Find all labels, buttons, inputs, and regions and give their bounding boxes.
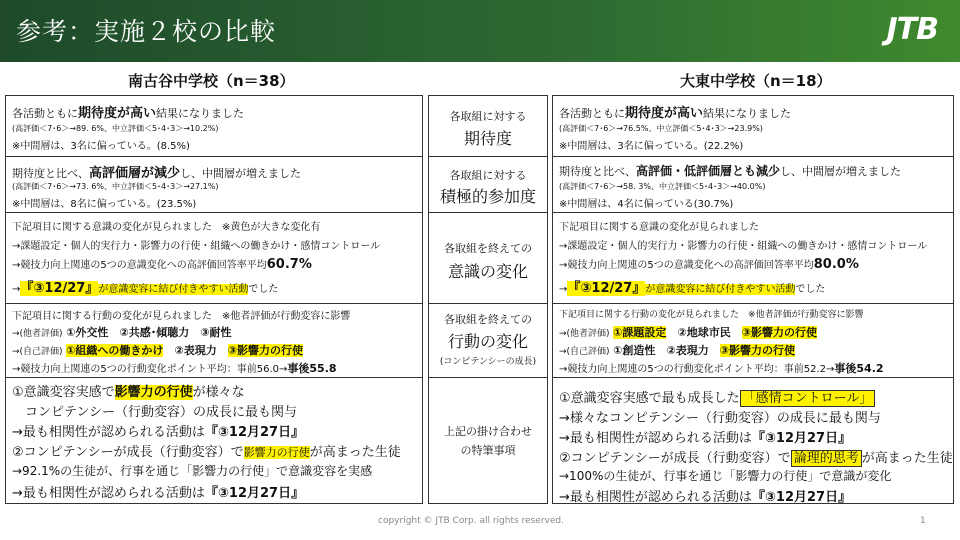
text-line: (高評価＜7･6＞→58. 3%、中立評価＜5･4･3＞→40.0%): [559, 182, 766, 191]
text-line: コンピテンシー（行動変容）の成長に最も関与: [12, 405, 298, 420]
text-line: →様々なコンピテンシー（行動変容）の成長に最も関与: [559, 411, 881, 426]
text-line: →最も相関性が認められる活動は『③12月27日』: [12, 486, 305, 501]
category-note: (コンピテンシーの成長): [439, 357, 537, 367]
category-behavior: [429, 304, 547, 378]
left-expectation-cell: [6, 96, 422, 157]
text-line: →課題設定・個人的実行力・影響力の行使・組織への働きかけ・感情コントロール: [12, 241, 381, 252]
text-line: →『③12/27』が意識変容に結び付きやすい活動でした: [12, 281, 279, 296]
copyright: copyright © JTB Corp. all rights reserved.: [378, 516, 564, 526]
text-line: ※中間層は、3名に偏っている。(8.5%): [12, 141, 190, 152]
category-label: 期待度: [463, 129, 512, 148]
category-label: 意識の変化: [447, 262, 528, 281]
text-line: ①意識変容実感で影響力の行使が様々な: [12, 385, 245, 400]
right-awareness-cell: [553, 213, 953, 304]
text-line: →最も相関性が認められる活動は『③12月27日』: [12, 425, 305, 440]
left-school-title: 南古谷中学校（n＝38）: [128, 72, 295, 90]
text-line: →競技力向上関連の5つの行動変化ポイント平均：事前52.2→事後54.2: [559, 362, 884, 375]
jtb-logo: JTB: [886, 12, 938, 47]
text-line: ②コンピテンシーが成長（行動変容）で 論理的思考 が高まった生徒: [559, 451, 953, 466]
text-line: →(他者評価) ①課題設定 ②地球市民 ③影響力の行使: [559, 326, 818, 339]
text-line: →『③12/27』が意識変容に結び付きやすい活動でした: [559, 281, 826, 296]
category-sub: 各取組を終えての: [444, 313, 532, 326]
text-line: →最も相関性が認められる活動は『③12月27日』: [559, 490, 852, 505]
text-line: 下記項目に関する行動の変化が見られました ※他者評価が行動変容に影響: [12, 311, 351, 322]
text-line: →課題設定・個人的実行力・影響力の行使・組織への働きかけ・感情コントロール: [559, 241, 928, 252]
right-behavior-cell: [553, 304, 953, 378]
text-line: 下記項目に関する行動の変化が見られました ※他者評価が行動変容に影響: [559, 310, 864, 320]
category-panel: [428, 95, 548, 504]
text-line: →最も相関性が認められる活動は『③12月27日』: [559, 431, 852, 446]
category-expectation: [429, 96, 547, 157]
category-label: 行動の変化: [447, 332, 528, 351]
text-line: →(自己評価) ①組織への働きかけ ②表現力 ③影響力の行使: [12, 344, 304, 357]
right-highlight-cell: [553, 378, 953, 505]
left-school-panel: [5, 95, 423, 504]
category-label: 積極的参加度: [439, 187, 536, 206]
text-line: 各活動ともに期待度が高い結果になりました: [559, 106, 792, 121]
category-participation: [429, 157, 547, 213]
text-line: 下記項目に関する意識の変化が見られました ※黄色が大きな変化有: [12, 222, 321, 233]
right-participation-cell: [553, 157, 953, 213]
text-line: →競技力向上関連の5つの行動変化ポイント平均：事前56.0→事後55.8: [12, 362, 337, 375]
text-line: →100%の生徒が、行事を通じ「影響力の行使」で意識が変化: [559, 469, 892, 483]
left-awareness-cell: [6, 213, 422, 304]
text-line: ※中間層は、3名に偏っている。(22.2%): [559, 141, 744, 152]
page-number: 1: [920, 516, 926, 526]
text-line: ②コンピテンシーが成長（行動変容）で影響力の行使が高まった生徒: [12, 445, 401, 460]
category-sub: 各取組に対する: [449, 169, 527, 182]
text-line: 期待度と比べ、高評価・低評価層とも減少し、中間層が増えました: [559, 164, 902, 178]
text-line: 期待度と比べ、高評価層が減少し、中間層が増えました: [12, 166, 302, 181]
text-line: →(自己評価) ①創造性 ②表現力 ③影響力の行使: [559, 344, 796, 357]
header-bar: [0, 0, 960, 62]
left-highlight-cell: [6, 378, 422, 505]
text-line: (高評価＜7･6＞→89. 6%、中立評価＜5･4･3＞→10.2%): [12, 124, 219, 133]
right-expectation-cell: [553, 96, 953, 157]
category-sub: 上記の掛け合わせ: [444, 425, 532, 438]
text-line: (高評価＜7･6＞→73. 6%、中立評価＜5･4･3＞→27.1%): [12, 182, 219, 191]
page-title: 参考：実施２校の比較: [16, 17, 277, 46]
text-line: →92.1%の生徒が、行事を通じ「影響力の行使」で意識変容を実感: [12, 464, 373, 478]
text-line: 下記項目に関する意識の変化が見られました: [559, 222, 759, 233]
text-line: →競技力向上関連の5つの意識変化への高評価回答率平均80.0%: [559, 257, 859, 272]
text-line: ①意識変容実感で最も成長した 「感情コントロール」: [559, 387, 950, 406]
right-school-title: 大東中学校（n＝18）: [680, 72, 832, 90]
category-awareness: [429, 213, 547, 304]
right-school-panel: [552, 95, 954, 504]
category-sub: の特筆事項: [460, 444, 516, 457]
text-line: →(他者評価) ①外交性 ②共感･傾聴力 ③耐性: [12, 326, 232, 339]
category-combined: [429, 378, 547, 505]
category-sub: 各取組を終えての: [444, 242, 532, 255]
category-sub: 各取組に対する: [449, 110, 527, 123]
text-line: ※中間層は、8名に偏っている。(23.5%): [12, 199, 197, 210]
left-behavior-cell: [6, 304, 422, 378]
text-line: ※中間層は、4名に偏っている(30.7%): [559, 199, 734, 210]
text-line: 各活動ともに期待度が高い結果になりました: [12, 106, 245, 121]
left-participation-cell: [6, 157, 422, 213]
text-line: →競技力向上関連の5つの意識変化への高評価回答率平均60.7%: [12, 257, 312, 272]
text-line: (高評価＜7･6＞→76.5%、中立評価＜5･4･3＞→23.9%): [559, 124, 763, 133]
